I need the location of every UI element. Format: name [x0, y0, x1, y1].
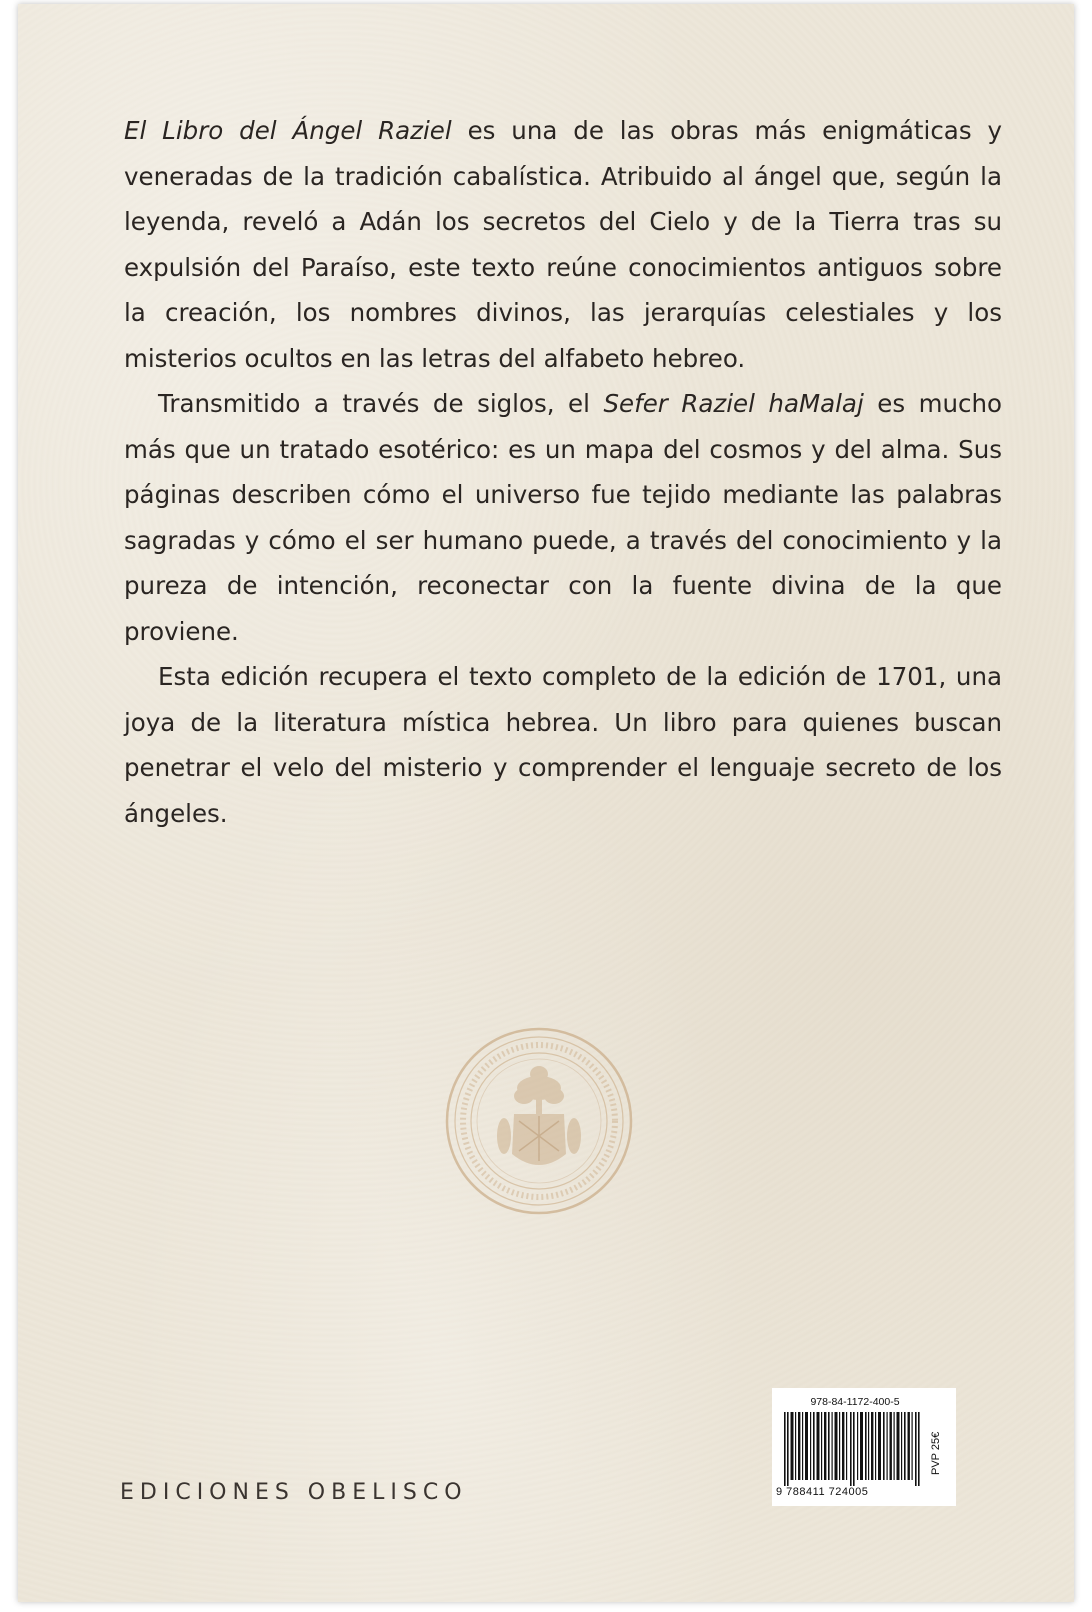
blurb-paragraph-3: Esta edición recupera el texto completo de la edición de 1701, una joya de la literatura mística hebrea. Un libro para quienes buscan penetrar el velo del misterio y comprender el lenguaje secreto de los ángeles. [124, 662, 1002, 828]
blurb-paragraph-1-text: es una de las obras más enigmáticas y veneradas de la tradición cabalística. Atribuido al ángel que, según la leyenda, reveló a Adán los secretos del Cielo y de la Tierra tras su expulsión del Paraíso, este texto reúne conocimientos antiguos sobre la creación, los nombres divinos, las jerarquías celestiales y los misterios ocultos en las letras del alfabeto hebreo. [124, 116, 1002, 373]
publisher-name: EDICIONES OBELISCO [120, 1480, 468, 1505]
barcode-digits: 9 788411 724005 [776, 1486, 869, 1498]
isbn-number: 978-84-1172-400-5 [810, 1396, 900, 1408]
blurb-text [124, 108, 1002, 836]
blurb-paragraph-2 [124, 381, 1002, 654]
blurb-paragraph-2-after: es mucho más que un tratado esotérico: es un mapa del cosmos y del alma. Sus páginas describen cómo el universo fue tejido mediante las palabras sagradas y cómo el ser humano puede, a través del conocimiento y la pureza de intención, reconectar con la fuente divina de la que proviene. [124, 389, 1002, 646]
blurb-paragraph-2-before: Transmitido a través de siglos, el [158, 389, 604, 418]
barcode-label [772, 1388, 956, 1506]
hebrew-title-italic: Sefer Raziel haMalaj [603, 389, 864, 418]
barcode-bars-icon [784, 1412, 930, 1486]
seal-emblem-icon [444, 1026, 634, 1216]
blurb-paragraph-1 [124, 108, 1002, 381]
back-cover [18, 4, 1074, 1602]
price-label: PVP 25€ [930, 1431, 942, 1475]
book-title-italic: El Libro del Ángel Raziel [124, 116, 452, 145]
